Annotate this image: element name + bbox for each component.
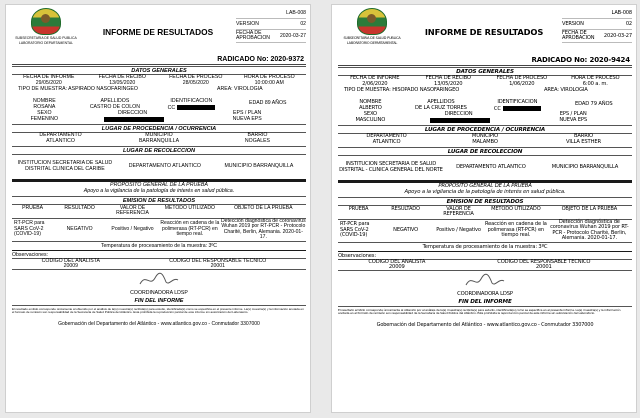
divider bbox=[338, 251, 632, 252]
procedencia-row bbox=[338, 134, 632, 146]
barrio: VILLA ESTHER bbox=[566, 138, 601, 145]
sexo: FEMENINO bbox=[30, 115, 59, 122]
cell-prueba: RT-PCR para SARS CoV-2 (COVID-19) bbox=[14, 220, 45, 238]
codigo-analista: 20009 bbox=[63, 263, 79, 270]
label-departamento: DEPARTAMENTO bbox=[39, 132, 82, 138]
codigo-responsable: 20001 bbox=[535, 264, 552, 271]
observaciones-label: Observaciones: bbox=[12, 251, 49, 258]
area: AREA: VIROLOGIA bbox=[217, 86, 263, 92]
col-metodo: METODO UTILIZADO bbox=[159, 205, 221, 219]
nombre: ROSANA bbox=[33, 103, 56, 110]
col-resultado: RESULTADO bbox=[379, 206, 432, 220]
label-identificacion: IDENTIFICACION bbox=[497, 99, 538, 105]
edad: EDAD 79 AÑOS bbox=[574, 101, 613, 107]
label-eps: EPS / PLAN bbox=[233, 110, 262, 116]
atlantico-seal-icon bbox=[357, 8, 387, 35]
footnote: El resultado emitido corresponde únicamente al obtenido por el análisis de la(s) muestra(s) recibida(s) para estudio, identificada(s) como se especifica en el presente informe. La(s) muestra(s) y la información anotada en el formato de remisión son responsabilidad de la Secretaría de Salud Pública del Atlántico. Esta prohibida la reproducción parcial de este informe sin autorización del Laboratorio. bbox=[338, 307, 621, 316]
fin-informe: FIN DEL INFORME bbox=[338, 298, 632, 307]
proposito-title: PROPOSITO GENERAL DE LA PRUEBA bbox=[438, 183, 532, 189]
fecha-informe: 2/06/2020 bbox=[362, 80, 388, 87]
label-apellidos: APELLIDOS bbox=[427, 99, 455, 105]
approval-label: FECHA DE APROBACION bbox=[562, 30, 595, 41]
fecha-recibo: 13/05/2020 bbox=[434, 80, 463, 87]
sample-row bbox=[12, 87, 306, 99]
observaciones-label: Observaciones: bbox=[338, 252, 376, 259]
ident-type: CC bbox=[493, 105, 501, 112]
ident-type: CC bbox=[167, 104, 176, 111]
proposito-text: Apoyo a la vigilancia de la patología de interés en salud pública. bbox=[404, 188, 566, 195]
departamento: ATLANTICO bbox=[46, 137, 75, 144]
sexo: MASCULINO bbox=[355, 116, 386, 123]
label-barrio: BARRIO bbox=[247, 132, 268, 138]
section-emision: EMISION DE RESULTADOS bbox=[12, 196, 306, 205]
col-prueba: PRUEBA bbox=[338, 206, 379, 220]
document-meta bbox=[562, 8, 632, 55]
eps: NUEVA EPS bbox=[559, 116, 588, 123]
label-sexo: SEXO bbox=[363, 111, 377, 117]
label-fecha-proceso: FECHA DE PROCESO bbox=[169, 74, 223, 80]
cell-resultado: NEGATIVO bbox=[66, 225, 93, 232]
section-procedencia: LUGAR DE PROCEDENCIA / OCURRENCIA bbox=[12, 124, 306, 133]
redacted-block bbox=[104, 117, 164, 122]
label-nombre: NOMBRE bbox=[359, 99, 382, 105]
recoleccion-row bbox=[338, 156, 632, 179]
cell-valor: Positivo / Negativo bbox=[111, 225, 154, 232]
col-objeto: OBJETO DE LA PRUEBA bbox=[221, 205, 306, 219]
cell-objeto: Detección diagnóstica de coronavirus Wuhan 2019 por RT-PCR - Protocolo Charité, Berlin, Alemania. 2020-01-17. bbox=[550, 218, 629, 242]
signature-scribble bbox=[136, 271, 182, 289]
version-value: 02 bbox=[300, 21, 306, 27]
section-recoleccion: LUGAR DE RECOLECCION bbox=[338, 147, 632, 156]
report-page-1 bbox=[5, 4, 311, 413]
label-identificacion: IDENTIFICACION bbox=[170, 98, 213, 104]
hora-proceso: 10:00:00 AM bbox=[254, 79, 284, 86]
col-metodo: METODO UTILIZADO bbox=[485, 206, 547, 220]
version-value: 02 bbox=[625, 21, 632, 27]
col-objeto: OBJETO DE LA PRUEBA bbox=[547, 206, 632, 220]
label-sexo: SEXO bbox=[37, 110, 52, 116]
col-valor: VALOR DE REFERENCIA bbox=[106, 205, 159, 219]
department-logo bbox=[338, 8, 406, 55]
apellidos: CASTRO DE COLON bbox=[89, 103, 140, 110]
eps: NUEVA EPS bbox=[232, 115, 262, 122]
sex-row bbox=[12, 111, 306, 123]
report-header bbox=[12, 8, 306, 55]
fecha-proceso: 1/06/2020 bbox=[509, 80, 535, 87]
procedencia-row bbox=[12, 133, 306, 145]
departamento: ATLANTICO bbox=[372, 138, 401, 145]
version-label: VERSION bbox=[236, 21, 259, 27]
cell-valor: Positivo / Negativo bbox=[436, 226, 481, 233]
label-nombre: NOMBRE bbox=[32, 98, 56, 104]
label-municipio: MUNICIPIO bbox=[145, 132, 173, 138]
sex-row bbox=[338, 112, 632, 124]
coordinadora: COORDINADORA LDSP bbox=[130, 289, 188, 296]
label-direccion: DIRECCION bbox=[117, 110, 148, 116]
label-responsable: CODIGO DEL RESPONSABLE TECNICO bbox=[169, 257, 267, 264]
recoleccion-departamento: DEPARTAMENTO ATLANTICO bbox=[128, 162, 201, 169]
footnote: El resultado emitido corresponde únicamente al obtenido por el análisis de la(s) muestra(s) recibida(s) para estudio, identificada(s) como se especifica en el presente informe. La(s) muestra(s) y la información anotada en el formato de remisión son responsabilidad de la Secretaría de Salud Pública del Atlántico. Esta prohibida la reproducción parcial de este informe sin autorización del Laboratorio. bbox=[12, 306, 304, 315]
col-resultado: RESULTADO bbox=[53, 205, 106, 219]
label-apellidos: APELLIDOS bbox=[100, 98, 130, 104]
label-fecha-recibo: FECHA DE RECIBO bbox=[98, 74, 146, 80]
radicado-number: RADICADO No: 2020-9372 bbox=[12, 56, 306, 65]
label-direccion: DIRECCION bbox=[444, 111, 473, 117]
codigo-analista: 20009 bbox=[388, 264, 405, 271]
institucion: INSTITUCION SECRETARIA DE SALUD DISTRITAL - CLINICA GENERAL DEL NORTE bbox=[339, 160, 443, 173]
report-page-2 bbox=[331, 4, 637, 413]
patient-row bbox=[338, 100, 632, 112]
cell-objeto: Detección diagnóstica de coronavirus Wuhan 2019 por RT-PCR - Protocolo Charité, Berlin, Alemania. 2020-01-17. bbox=[220, 217, 306, 241]
apellidos: DE LA CRUZ TORRES bbox=[415, 104, 467, 111]
label-analista: CODIGO DEL ANALISTA bbox=[41, 257, 100, 264]
radicado-number: RADICADO No: 2020-9424 bbox=[338, 56, 632, 66]
sample-row bbox=[338, 88, 632, 100]
recoleccion-departamento: DEPARTAMENTO ATLANTICO bbox=[456, 163, 526, 170]
results-table bbox=[338, 206, 632, 243]
codes-row bbox=[12, 258, 306, 270]
report-document bbox=[12, 8, 306, 327]
signature bbox=[12, 270, 306, 290]
codigo-responsable: 20001 bbox=[210, 263, 225, 270]
results-table bbox=[12, 205, 306, 242]
label-fecha-recibo: FECHA DE RECIBO bbox=[425, 75, 471, 81]
label-fecha-informe: FECHA DE INFORME bbox=[23, 74, 75, 80]
label-hora-proceso: HORA DE PROCESO bbox=[243, 74, 295, 80]
section-general: DATOS GENERALES bbox=[12, 66, 306, 75]
codes-row bbox=[338, 259, 632, 271]
col-prueba: PRUEBA bbox=[12, 205, 53, 219]
redacted-block bbox=[177, 105, 215, 110]
temperatura: Temperatura de procesamiento de la muestra: 3ºC bbox=[422, 243, 548, 250]
lab-line-2: LABORATORIO DEPARTAMENTAL bbox=[346, 41, 398, 45]
lab-line-2: LABORATORIO DEPARTAMENTAL bbox=[18, 41, 74, 45]
signature bbox=[338, 271, 632, 291]
version-label: VERSION bbox=[562, 21, 584, 27]
section-general: DATOS GENERALES bbox=[338, 67, 632, 76]
approval-value: 2020-03-27 bbox=[603, 33, 632, 39]
patient-row bbox=[12, 99, 306, 111]
cell-resultado: NEGATIVO bbox=[393, 226, 419, 233]
divider bbox=[12, 250, 306, 251]
coordinadora: COORDINADORA LDSP bbox=[457, 290, 513, 297]
label-barrio: BARRIO bbox=[573, 133, 593, 139]
hora-proceso: 6:00 a. m. bbox=[582, 80, 608, 87]
label-fecha-proceso: FECHA DE PROCESO bbox=[496, 75, 548, 81]
redacted-block bbox=[430, 118, 490, 123]
section-recoleccion: LUGAR DE RECOLECCION bbox=[12, 146, 306, 155]
section-procedencia: LUGAR DE PROCEDENCIA / OCURRENCIA bbox=[338, 125, 632, 134]
label-municipio: MUNICIPIO bbox=[471, 133, 499, 139]
doc-code: LAB-008 bbox=[286, 10, 306, 16]
nombre: ALBERTO bbox=[358, 104, 382, 111]
label-responsable: CODIGO DEL RESPONSABLE TECNICO bbox=[497, 258, 591, 265]
lab-line-1: SUBSECRETARIA DE SALUD PUBLICA bbox=[15, 36, 77, 40]
atlantico-seal-icon bbox=[31, 8, 61, 35]
cell-metodo: Reacción en cadena de la polimerasa (RT-PCR) en tiempo real. bbox=[160, 220, 220, 238]
doc-code: LAB-008 bbox=[611, 10, 632, 16]
col-valor: VALOR DE REFERENCIA bbox=[432, 206, 485, 220]
approval-label: FECHA DE APROBACION bbox=[236, 30, 270, 41]
fecha-proceso: 28/05/2020 bbox=[182, 79, 209, 86]
report-document bbox=[338, 8, 632, 328]
report-title: INFORME DE RESULTADOS bbox=[102, 26, 214, 37]
edad: EDAD 89 AÑOS bbox=[249, 100, 287, 106]
recoleccion-municipio: MUNICIPIO BARRANQUILLA bbox=[551, 163, 619, 170]
label-departamento: DEPARTAMENTO bbox=[366, 133, 407, 139]
area: AREA: VIROLOGIA bbox=[543, 87, 588, 93]
cell-metodo: Reacción en cadena de la polimerasa (RT-PCR) en tiempo real. bbox=[484, 221, 547, 239]
document-meta bbox=[236, 8, 306, 55]
label-analista: CODIGO DEL ANALISTA bbox=[368, 258, 426, 265]
report-header bbox=[338, 8, 632, 55]
label-hora-proceso: HORA DE PROCESO bbox=[571, 75, 620, 81]
report-title: INFORME DE RESULTADOS bbox=[424, 26, 544, 37]
signature-scribble bbox=[462, 272, 508, 290]
recoleccion-municipio: MUNICIPIO BARRANQUILLA bbox=[224, 162, 294, 169]
cell-prueba: RT-PCR para SARS CoV-2 (COVID-19) bbox=[340, 221, 370, 239]
proposito-title: PROPOSITO GENERAL DE LA PRUEBA bbox=[110, 182, 208, 188]
tipo-muestra: TIPO DE MUESTRA: ASPIRADO NASOFARINGEO bbox=[18, 86, 138, 92]
recoleccion-row bbox=[12, 155, 306, 178]
section-emision: EMISION DE RESULTADOS bbox=[338, 197, 632, 206]
lab-line-1: SUBSECRETARIA DE SALUD PUBLICA bbox=[343, 36, 401, 40]
approval-value: 2020-03-27 bbox=[279, 33, 306, 39]
temperatura: Temperatura de procesamiento de la muestra: 3ºC bbox=[100, 242, 218, 249]
fecha-informe: 29/05/2020 bbox=[35, 79, 62, 86]
department-logo bbox=[12, 8, 80, 55]
fecha-recibo: 13/05/2020 bbox=[109, 79, 136, 86]
municipio: BARRANQUILLA bbox=[138, 137, 180, 144]
label-eps: EPS / PLAN bbox=[559, 111, 587, 117]
gobernacion-footer: Gobernación del Departamento del Atlántico - www.atlantico.gov.co - Conmutador 3307000 bbox=[58, 320, 260, 327]
institucion: INSTITUCION SECRETARIA DE SALUD DISTRITAL CLINICA DEL CARIBE bbox=[17, 159, 113, 172]
municipio: MALAMBO bbox=[472, 138, 498, 145]
fin-informe: FIN DEL INFORME bbox=[12, 297, 306, 306]
tipo-muestra: TIPO DE MUESTRA: HISOPADO NASOFARINGEO bbox=[344, 87, 460, 93]
barrio: NOGALES bbox=[244, 137, 271, 144]
label-fecha-informe: FECHA DE INFORME bbox=[350, 75, 400, 81]
gobernacion-footer: Gobernación del Departamento del Atlántico - www.atlantico.gov.co - Conmutador 3307000 bbox=[376, 321, 594, 328]
proposito-text: Apoyo a la vigilancia de la patología de interés en salud pública. bbox=[83, 187, 235, 194]
redacted-block bbox=[503, 106, 541, 111]
